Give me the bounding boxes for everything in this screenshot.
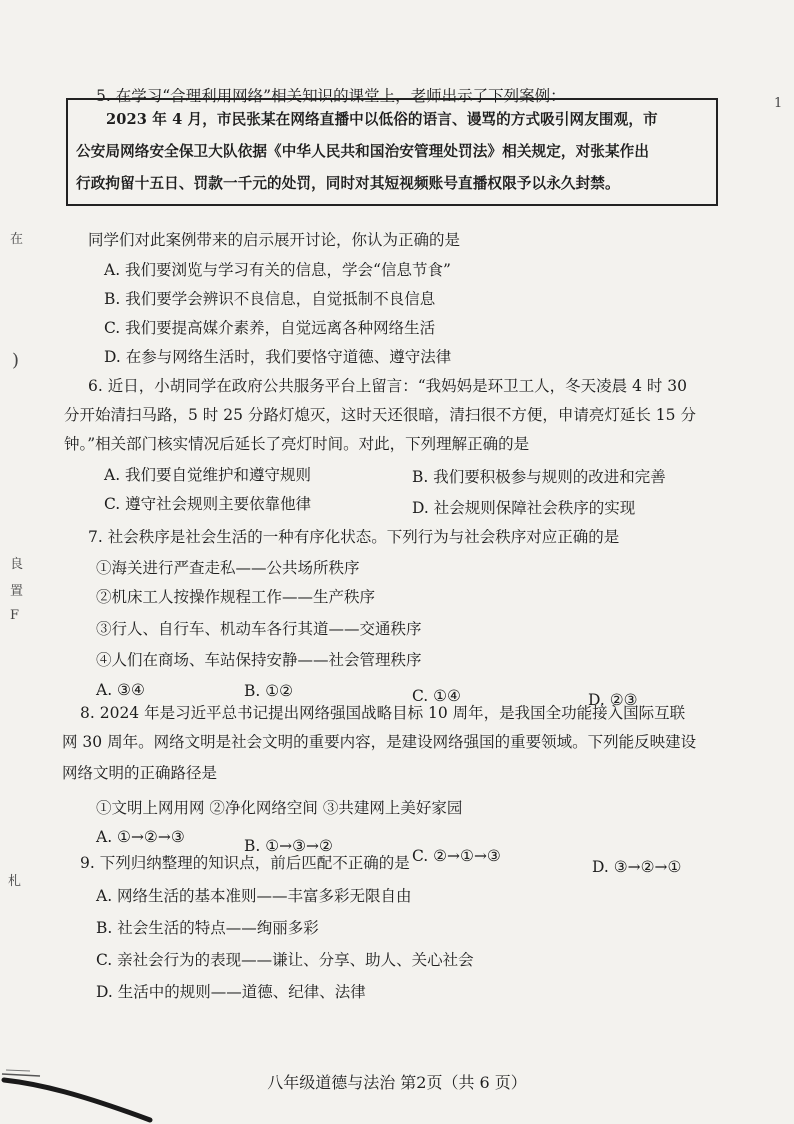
q7-option-a: A. ③④ — [96, 681, 145, 699]
margin-mark-5: F — [10, 608, 20, 623]
q6-option-c: C. 遵守社会规则主要依靠他律 — [104, 495, 312, 513]
margin-mark-7: 1 — [774, 96, 783, 111]
q5-option-b: B. 我们要学会辨识不良信息，自觉抵制不良信息 — [104, 290, 436, 308]
q5-option-c: C. 我们要提高媒介素养，自觉远离各种网络生活 — [104, 319, 436, 337]
q6-option-b: B. 我们要积极参与规则的改进和完善 — [412, 468, 666, 486]
margin-mark-6: 札 — [8, 874, 22, 889]
q8-stem-line-2: 网 30 周年。网络文明是社会文明的重要内容，是建设网络强国的重要领域。下列能反映建设 — [62, 733, 697, 751]
q5-option-a: A. 我们要浏览与学习有关的信息，学会“信息节食” — [104, 261, 451, 279]
margin-mark-1: 在 — [10, 232, 24, 247]
margin-mark-3: 良 — [10, 557, 24, 572]
q6-option-d: D. 社会规则保障社会秩序的实现 — [412, 499, 636, 517]
q9-option-d: D. 生活中的规则——道德、纪律、法律 — [96, 983, 366, 1001]
q7-item-2: ②机床工人按操作规程工作——生产秩序 — [96, 588, 376, 606]
q9-option-a: A. 网络生活的基本准则——丰富多彩无限自由 — [96, 887, 412, 905]
q8-items: ①文明上网用网 ②净化网络空间 ③共建网上美好家园 — [96, 799, 463, 817]
q7-option-d: D. ②③ — [588, 691, 638, 709]
q7-item-1: ①海关进行严查走私——公共场所秩序 — [96, 559, 360, 577]
q6-stem-line-2: 分开始清扫马路，5 时 25 分路灯熄灭，这时天还很暗，清扫很不方便，申请亮灯延长 15 分 — [64, 406, 696, 424]
q7-item-4: ④人们在商场、车站保持安静——社会管理秩序 — [96, 651, 422, 669]
q8-option-b: B. ①→③→② — [244, 837, 333, 855]
q6-option-a: A. 我们要自觉维护和遵守规则 — [104, 466, 312, 484]
q6-stem-line-1: 6. 近日，小胡同学在政府公共服务平台上留言：“我妈妈是环卫工人，冬天凌晨 4 时 30 — [88, 377, 688, 395]
page-footer: 八年级道德与法治 第2页（共 6 页） — [267, 1073, 527, 1092]
q7-option-c: C. ①④ — [412, 687, 461, 705]
margin-mark-2: ) — [12, 350, 20, 371]
q8-stem-line-1: 8. 2024 年是习近平总书记提出网络强国战略目标 10 周年，是我国全功能接入国际互联 — [80, 704, 686, 722]
q5-option-d: D. 在参与网络生活时，我们要恪守道德、遵守法律 — [104, 348, 452, 366]
q8-stem-line-3: 网络文明的正确路径是 — [62, 764, 218, 782]
q5-stem: 5. 在学习“合理利用网络”相关知识的课堂上，老师出示了下列案例： — [96, 87, 566, 105]
scan-smudge — [0, 1060, 160, 1124]
q7-stem: 7. 社会秩序是社会生活的一种有序化状态。下列行为与社会秩序对应正确的是 — [88, 528, 620, 546]
q9-option-b: B. 社会生活的特点——绚丽多彩 — [96, 919, 319, 937]
q5-case-line-1: 2023 年 4 月，市民张某在网络直播中以低俗的语言、谩骂的方式吸引网友围观，市 — [106, 111, 658, 128]
q5-prompt: 同学们对此案例带来的启示展开讨论，你认为正确的是 — [88, 231, 461, 249]
q5-case-box — [66, 98, 718, 206]
q5-case-line-3: 行政拘留十五日、罚款一千元的处罚，同时对其短视频账号直播权限予以永久封禁。 — [76, 175, 620, 192]
q9-stem: 9. 下列归纳整理的知识点，前后匹配不正确的是 — [80, 854, 410, 872]
q7-item-3: ③行人、自行车、机动车各行其道——交通秩序 — [96, 620, 422, 638]
q7-option-b: B. ①② — [244, 682, 294, 700]
margin-mark-4: 置 — [10, 584, 24, 599]
q9-option-c: C. 亲社会行为的表现——谦让、分享、助人、关心社会 — [96, 951, 474, 969]
q8-option-a: A. ①→②→③ — [96, 828, 185, 846]
q5-case-line-2: 公安局网络安全保卫大队依据《中华人民共和国治安管理处罚法》相关规定，对张某作出 — [76, 143, 650, 160]
q8-option-d: D. ③→②→① — [592, 858, 682, 876]
q6-stem-line-3: 钟。”相关部门核实情况后延长了亮灯时间。对此，下列理解正确的是 — [64, 435, 530, 453]
q8-option-c: C. ②→①→③ — [412, 847, 501, 865]
